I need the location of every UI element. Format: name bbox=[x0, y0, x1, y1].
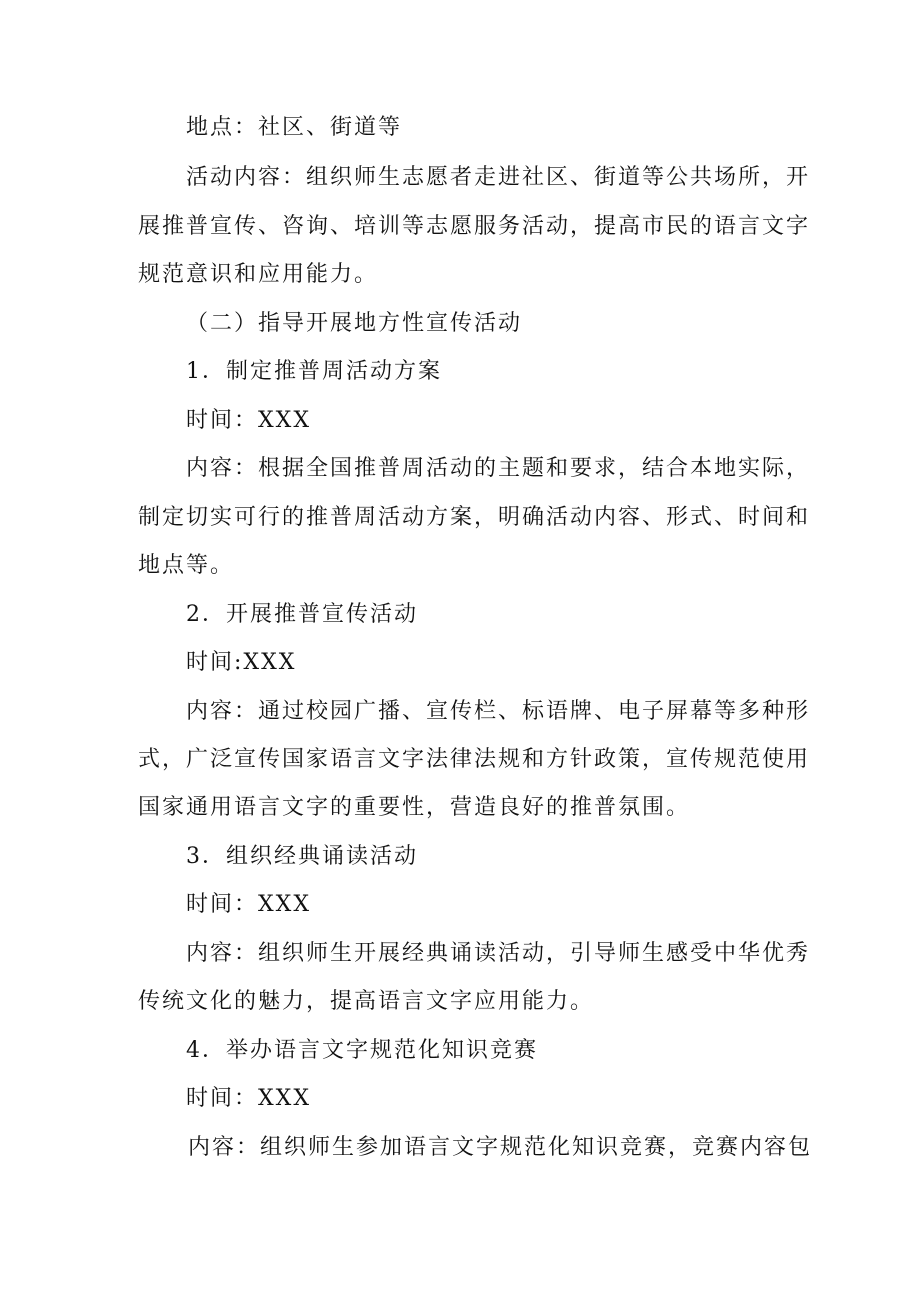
activity-content-line-1: 活动内容：组织师生志愿者走进社区、街道等公共场所，开 bbox=[186, 165, 811, 190]
item-3-content-line-2: 传统文化的魅力，提高语言文字应用能力。 bbox=[138, 989, 595, 1014]
section-heading: （二）指导开展地方性宣传活动 bbox=[186, 311, 523, 336]
activity-content-line-3: 规范意识和应用能力。 bbox=[138, 262, 379, 287]
item-1-content-line-1: 内容：根据全国推普周活动的主题和要求，结合本地实际， bbox=[186, 456, 811, 481]
item-2-content-line-1: 内容：通过校园广播、宣传栏、标语牌、电子屏幕等多种形 bbox=[186, 699, 811, 724]
item-2-content-line-3: 国家通用语言文字的重要性，营造良好的推普氛围。 bbox=[138, 795, 691, 820]
item-4-content-line-1: 内容：组织师生参加语言文字规范化知识竞赛，竞赛内容包 bbox=[188, 1135, 813, 1160]
item-4-title: 4．举办语言文字规范化知识竞赛 bbox=[186, 1038, 538, 1063]
item-1-content-line-3: 地点等。 bbox=[138, 553, 235, 578]
activity-content-line-2: 展推普宣传、咨询、培训等志愿服务活动，提高市民的语言文字 bbox=[138, 214, 811, 239]
item-3-time: 时间：XXX bbox=[186, 892, 311, 917]
location-line: 地点：社区、街道等 bbox=[186, 115, 403, 140]
item-2-title: 2．开展推普宣传活动 bbox=[186, 602, 418, 627]
item-1-time: 时间：XXX bbox=[186, 408, 311, 433]
item-3-content-line-1: 内容：组织师生开展经典诵读活动，引导师生感受中华优秀 bbox=[186, 941, 811, 966]
item-3-title: 3．组织经典诵读活动 bbox=[186, 844, 418, 869]
item-2-time: 时间:XXX bbox=[186, 650, 297, 675]
item-4-time: 时间：XXX bbox=[186, 1086, 311, 1111]
item-1-title: 1．制定推普周活动方案 bbox=[186, 359, 442, 384]
item-2-content-line-2: 式，广泛宣传国家语言文字法律法规和方针政策，宣传规范使用 bbox=[138, 747, 811, 772]
item-1-content-line-2: 制定切实可行的推普周活动方案，明确活动内容、形式、时间和 bbox=[138, 505, 811, 530]
